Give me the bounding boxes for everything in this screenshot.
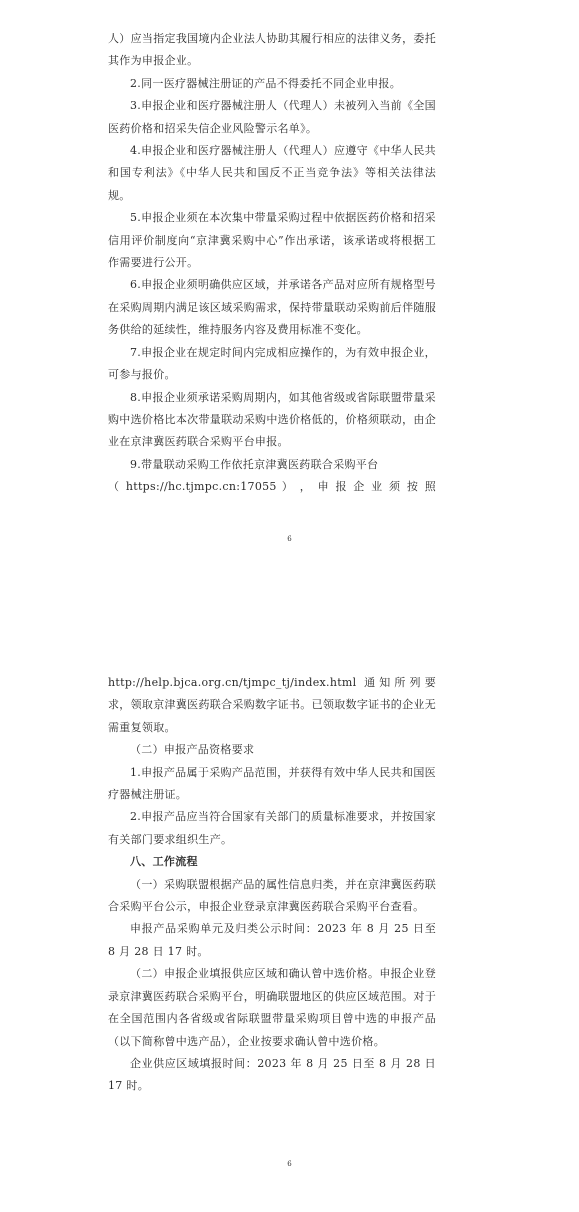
- paragraph: 1.申报产品属于采购产品范围，并获得有效中华人民共和国医疗器械注册证。: [108, 765, 436, 802]
- paragraph-url-line: （ https://hc.tjmpc.cn:17055 ） ， 申 报 企 业 须 按 照: [108, 480, 436, 494]
- page-1-body: [108, 28, 436, 499]
- paragraph: http://help.bjca.org.cn/tjmpc_tj/index.html 通知所列要求，领取京津冀医药联合采购数字证书。已领取数字证书的企业无需重复领取。: [108, 676, 436, 734]
- paragraph: 6.申报企业须明确供应区域，并承诺各产品对应所有规格型号在采购周期内满足该区域采购需求，保持带量联动采购前后伴随服务供给的延续性，维持服务内容及费用标准不变化。: [108, 278, 436, 337]
- paragraph: 5.申报企业须在本次集中带量采购过程中依据医药价格和招采信用评价制度向“京津冀采购中心”作出承诺，该承诺或将根据工作需要进行公开。: [108, 211, 436, 270]
- paragraph: 4.申报企业和医疗器械注册人（代理人）应遵守《中华人民共和国专利法》《中华人民共和国反不正当竞争法》等相关法律法规。: [108, 144, 436, 202]
- paragraph: 2.申报产品应当符合国家有关部门的质量标准要求，并按国家有关部门要求组织生产。: [108, 810, 436, 846]
- paragraph: 申报产品采购单元及归类公示时间：2023 年 8 月 25 日至 8 月 28 日 17 时。: [108, 922, 436, 958]
- section-heading: （二）申报产品资格要求: [130, 743, 255, 757]
- page-2-body: [108, 672, 436, 1098]
- page-number: 6: [287, 1160, 292, 1168]
- paragraph: 人）应当指定我国境内企业法人协助其履行相应的法律义务，委托其作为申报企业。: [108, 32, 436, 68]
- page-number: 6: [287, 535, 292, 543]
- document-page-2: [0, 600, 579, 1212]
- chapter-heading: 八、工作流程: [130, 855, 198, 869]
- paragraph: （二）申报企业填报供应区域和确认曾中选价格。申报企业登录京津冀医药联合采购平台，明确联盟地区的供应区域范围。对于在全国范围内各省级或省际联盟带量采购项目曾中选的申报产品（以下简称曾中选产品），企业按要求确认曾中选价格。: [108, 967, 436, 1048]
- document-page-1: [0, 0, 579, 600]
- paragraph: 2.同一医疗器械注册证的产品不得委托不同企业申报。: [130, 76, 401, 90]
- paragraph: （一）采购联盟根据产品的属性信息归类，并在京津冀医药联合采购平台公示，申报企业登录京津冀医药联合采购平台查看。: [108, 877, 436, 914]
- paragraph: 7.申报企业在规定时间内完成相应操作的，为有效申报企业，可参与报价。: [108, 345, 436, 382]
- paragraph: 8.申报企业须承诺采购周期内，如其他省级或省际联盟带量采购中选价格比本次带量联动采购中选价格低的，价格须联动，由企业在京津冀医药联合采购平台申报。: [108, 390, 436, 449]
- paragraph: 企业供应区域填报时间：2023 年 8 月 25 日至 8 月 28 日 17 时。: [108, 1056, 436, 1093]
- paragraph: 9.带量联动采购工作依托京津冀医药联合采购平台: [130, 457, 379, 471]
- paragraph: 3.申报企业和医疗器械注册人（代理人）未被列入当前《全国医药价格和招采失信企业风险警示名单》。: [108, 99, 436, 135]
